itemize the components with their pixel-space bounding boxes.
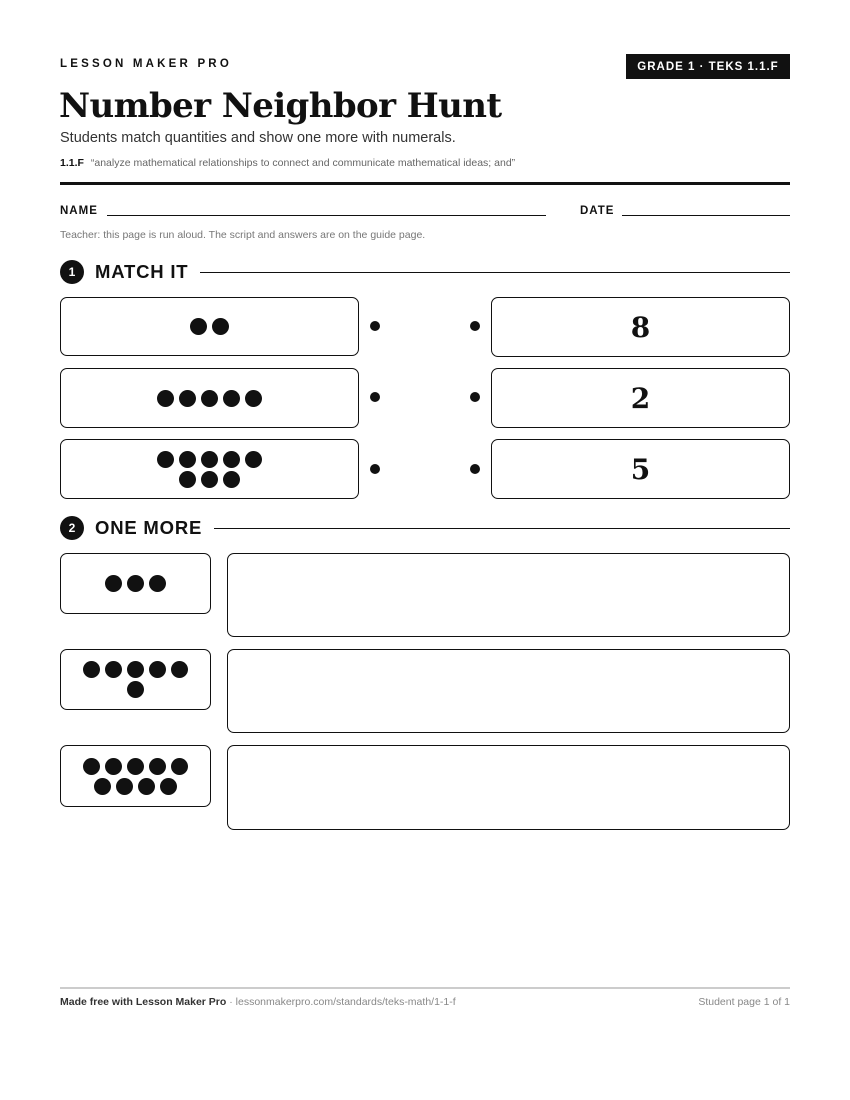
standard-line — [60, 157, 515, 169]
match-connector-dot-right[interactable] — [470, 464, 480, 474]
dot-row — [94, 778, 177, 795]
counting-dot — [245, 390, 262, 407]
dot-row — [190, 318, 229, 335]
one-more-dot-card — [60, 745, 211, 807]
one-more-answer-box[interactable] — [227, 649, 790, 733]
match-numeral-card: 8 — [491, 297, 790, 357]
section-rule — [200, 272, 790, 273]
counting-dot — [171, 758, 188, 775]
counting-dot — [201, 471, 218, 488]
footer-page-number: Student page 1 of 1 — [698, 996, 790, 1008]
date-write-line[interactable] — [622, 215, 790, 216]
page-title: Number Neighbor Hunt — [59, 86, 502, 126]
name-write-line[interactable] — [107, 215, 546, 216]
match-connector-dot-left[interactable] — [370, 464, 380, 474]
counting-dot — [105, 661, 122, 678]
counting-dot — [105, 758, 122, 775]
section-title: MATCH IT — [95, 261, 189, 282]
counting-dot — [105, 575, 122, 592]
footer-divider — [60, 987, 790, 989]
section-one-more-header — [60, 515, 790, 541]
counting-dot — [223, 390, 240, 407]
counting-dot — [179, 390, 196, 407]
name-label: NAME — [60, 205, 98, 217]
counting-dot — [245, 451, 262, 468]
counting-dot — [201, 451, 218, 468]
counting-dot — [179, 451, 196, 468]
counting-dot — [127, 681, 144, 698]
dot-row — [83, 661, 188, 678]
dot-row — [179, 471, 240, 488]
counting-dot — [212, 318, 229, 335]
counting-dot — [83, 661, 100, 678]
one-more-dot-card — [60, 649, 211, 710]
counting-dot — [157, 451, 174, 468]
counting-dot — [116, 778, 133, 795]
dot-row — [105, 575, 166, 592]
footer-url[interactable]: lessonmakerpro.com/standards/teks-math/1-1-f — [235, 996, 456, 1008]
match-dot-card — [60, 439, 359, 499]
section-title: ONE MORE — [95, 517, 203, 538]
dot-row — [127, 681, 144, 698]
counting-dot — [160, 778, 177, 795]
header-divider — [60, 182, 790, 185]
dot-row — [83, 758, 188, 775]
grade-badge: GRADE 1 · TEKS 1.1.F — [626, 54, 790, 79]
match-numeral-card: 2 — [491, 368, 790, 428]
counting-dot — [149, 758, 166, 775]
footer-credit — [60, 996, 456, 1008]
counting-dot — [127, 661, 144, 678]
counting-dot — [223, 471, 240, 488]
one-more-dot-card — [60, 553, 211, 614]
counting-dot — [149, 575, 166, 592]
section-match-it-header — [60, 259, 790, 285]
footer-brand: Made free with Lesson Maker Pro — [60, 996, 227, 1008]
counting-dot — [149, 661, 166, 678]
page-subtitle: Students match quantities and show one more with numerals. — [60, 130, 456, 146]
one-more-answer-box[interactable] — [227, 745, 790, 830]
section-rule — [214, 528, 790, 529]
counting-dot — [190, 318, 207, 335]
section-number-badge: 1 — [60, 260, 84, 284]
date-label: DATE — [580, 205, 615, 217]
match-numeral-card: 5 — [491, 439, 790, 499]
one-more-answer-box[interactable] — [227, 553, 790, 637]
counting-dot — [138, 778, 155, 795]
match-dot-card — [60, 368, 359, 428]
standard-text: “analyze mathematical relationships to connect and communicate mathematical ideas; and” — [90, 157, 516, 169]
dot-row — [157, 451, 262, 468]
counting-dot — [94, 778, 111, 795]
match-connector-dot-left[interactable] — [370, 392, 380, 402]
footer-separator: · — [226, 996, 236, 1008]
counting-dot — [127, 758, 144, 775]
counting-dot — [179, 471, 196, 488]
brand-wordmark: LESSON MAKER PRO — [60, 58, 232, 70]
counting-dot — [201, 390, 218, 407]
teacher-note: Teacher: this page is run aloud. The script and answers are on the guide page. — [60, 229, 426, 241]
counting-dot — [223, 451, 240, 468]
match-connector-dot-right[interactable] — [470, 392, 480, 402]
match-connector-dot-left[interactable] — [370, 321, 380, 331]
section-number-badge: 2 — [60, 516, 84, 540]
dot-row — [157, 390, 262, 407]
counting-dot — [157, 390, 174, 407]
standard-code: 1.1.F — [60, 157, 84, 169]
counting-dot — [83, 758, 100, 775]
counting-dot — [171, 661, 188, 678]
counting-dot — [127, 575, 144, 592]
match-connector-dot-right[interactable] — [470, 321, 480, 331]
match-dot-card — [60, 297, 359, 356]
